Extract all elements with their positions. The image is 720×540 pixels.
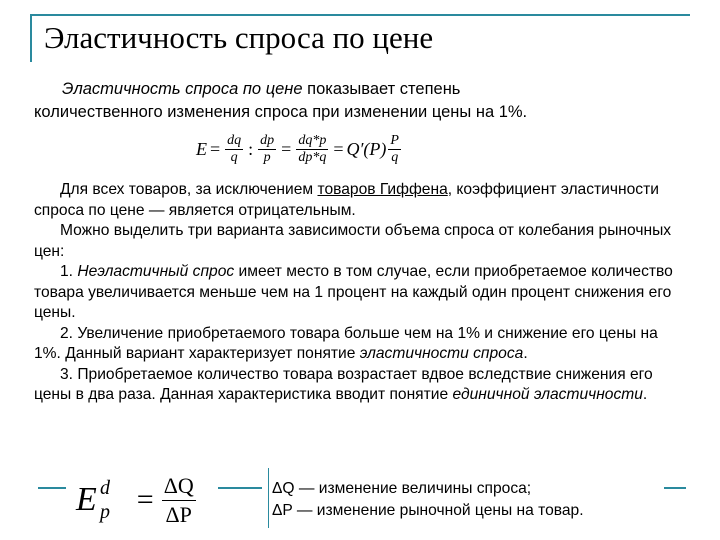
body-text — [34, 180, 686, 406]
giffen-goods-link[interactable]: товаров Гиффена — [317, 181, 448, 198]
intro-line2: количественного изменения спроса при изменении цены на 1%. — [34, 103, 528, 121]
slide-title: Эластичность спроса по цене — [44, 20, 434, 55]
legend-dq: ΔQ — изменение величины спроса; — [272, 480, 532, 497]
title-top-rule — [30, 14, 690, 16]
fraction-dqp-dpq: $\frac{dq*p}{dp*q}$ — [298, 132, 327, 165]
fraction-dq-q: $\frac{dq}{q}$ — [227, 132, 242, 165]
fraction-p-q: $\frac{P}{q}$ — [390, 132, 399, 165]
paragraph-inelastic: 1. Неэластичный спрос имеет место в том случае, если приобретаемое количество товара увеличивается меньше чем на 1 процент на каждый один процент снижения его цены. — [34, 263, 673, 321]
formula-e-symbol: E d p — [76, 477, 110, 523]
paragraph-elastic: 2. Увеличение приобретаемого товара больше чем на 1% и снижение его цены на 1%. Данный вариант характеризует понятие эластичности спроса. — [34, 324, 658, 362]
arc-elasticity-formula: E d p = $\frac{\Delta Q}{\Delta P}$ — [76, 472, 194, 527]
elasticity-formula: E = $\frac{dq}{q}$ : $\frac{dp}{p}$ = $\frac{dq*p}{dp*q}$ = Q′(P) $\frac{P}{q}$ — [196, 132, 399, 165]
paragraph-giffen: Для всех товаров, за исключением товаров Гиффена, коэффициент эластичности спроса по цене — является отрицательным. — [34, 181, 659, 219]
paragraph-unit: 3. Приобретаемое количество товара возрастает вдвое вследствие снижения его цены в два раза. Данная характеристика вводит понятие единичной эластичности. — [34, 365, 653, 403]
fraction-dp-p: $\frac{dp}{p}$ — [260, 132, 275, 165]
bottom-rule-right — [664, 487, 686, 489]
intro-rest: показывает степень — [302, 80, 461, 98]
title-side-rule — [30, 14, 32, 62]
formula-legend — [272, 478, 584, 522]
bottom-rule-left — [38, 487, 66, 489]
paragraph-variants: Можно выделить три варианта зависимости объема спроса от колебания рыночных цен: — [34, 222, 672, 260]
bottom-rule-middle — [218, 487, 262, 489]
formula-lhs: E — [196, 138, 207, 159]
legend-dp: ΔP — изменение рыночной цены на товар. — [272, 502, 584, 519]
intro-text — [34, 78, 684, 124]
intro-term: Эластичность спроса по цене — [62, 80, 303, 98]
bottom-divider — [268, 468, 269, 528]
fraction-delta: $\frac{\Delta Q}{\Delta P}$ — [163, 472, 194, 527]
formula-derivative: Q′(P) — [346, 138, 387, 159]
